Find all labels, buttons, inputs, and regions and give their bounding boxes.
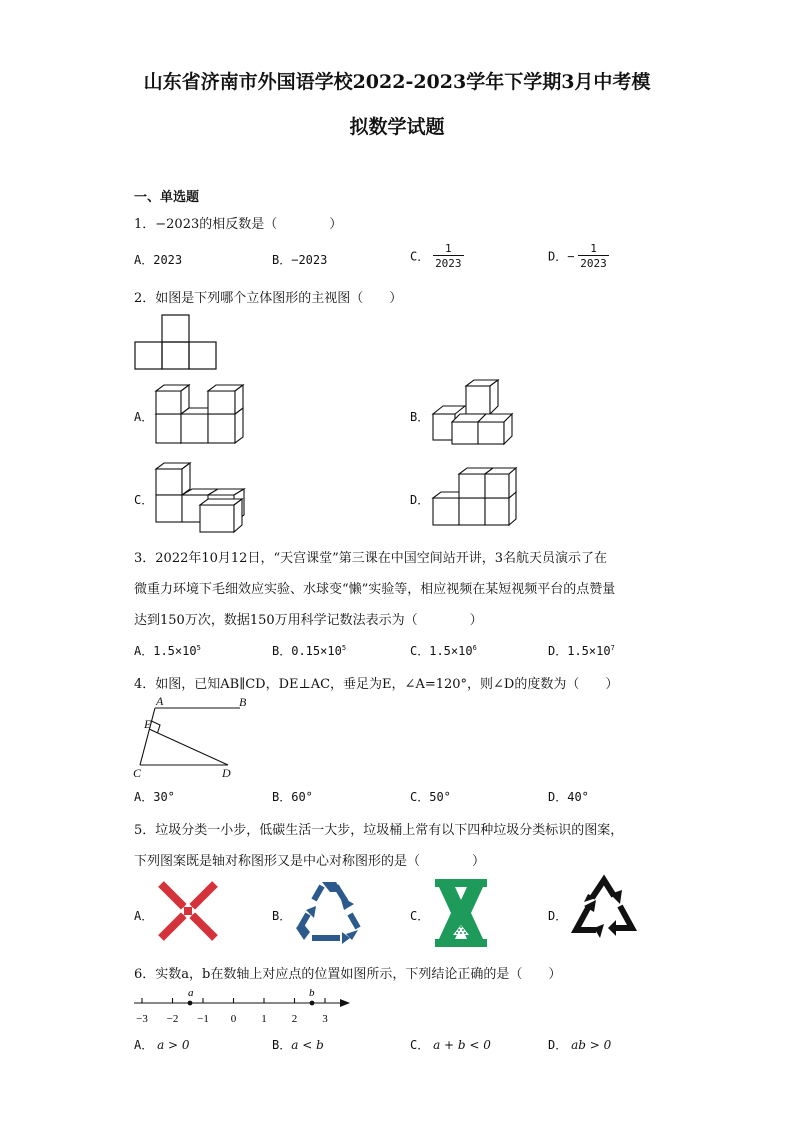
q2-option-a-label: A． [134, 410, 154, 424]
q3-a-base: A．1.5×10 [134, 644, 197, 658]
q6-option-c [410, 1036, 491, 1053]
q3-a-exp: 5 [196, 644, 201, 652]
q4-option-b: B．60° [272, 790, 313, 804]
number-line-tick-label: −3 [136, 1013, 148, 1025]
q1-stem: 1．−2023的相反数是（ ） [134, 217, 343, 232]
q4-label-b: B [239, 695, 247, 709]
q6-option-b [272, 1036, 324, 1053]
q3-c-base: C．1.5×10 [410, 644, 473, 658]
q2-front-view-figure [134, 314, 218, 370]
q1-option-c [410, 242, 464, 270]
q6-option-b-label: B． [272, 1038, 292, 1052]
number-line-tick-label: −1 [197, 1013, 209, 1025]
q2-option-d-solid [432, 466, 518, 526]
q2-option-b-solid [432, 378, 520, 444]
q2-option-d-label: D． [410, 493, 430, 507]
q6-option-a-expr: a > 0 [157, 1038, 190, 1052]
q6-option-d [548, 1036, 611, 1053]
q3-option-a [134, 642, 201, 659]
q5-option-a-red-cross-symbol [157, 880, 219, 942]
section-heading: 一、单选题 [134, 190, 200, 205]
q1-option-d-fraction [578, 242, 609, 270]
q2-option-c-label: C． [134, 493, 154, 507]
number-line-tick-label: 1 [261, 1013, 267, 1025]
q3-d-base: D．1.5×10 [548, 644, 611, 658]
q4-geometry-figure [130, 694, 270, 784]
q1-c-denominator: 2023 [435, 257, 462, 270]
number-line-arrow [340, 999, 350, 1007]
q5-option-b-label: B． [272, 909, 292, 923]
q4-label-c: C [133, 766, 142, 780]
q6-option-b-expr: a < b [291, 1038, 324, 1052]
q1-d-denominator: 2023 [580, 257, 607, 270]
q1-option-c-label: C． [410, 249, 430, 264]
q5-line2: 下列图案既是轴对称图形又是中心对称图形的是（ ） [134, 854, 486, 869]
q6-option-a-label: A． [134, 1038, 154, 1052]
q3-line2: 微重力环境下毛细效应实验、水球变“懒”实验等，相应视频在某短视频平台的点赞量 [134, 582, 616, 597]
q5-line1: 5．垃圾分类一小步，低碳生活一大步，垃圾桶上常有以下四种垃圾分类标识的图案， [134, 823, 624, 838]
point-b-label: b [309, 987, 315, 999]
q2-option-a-solid [155, 383, 245, 443]
q3-option-d [548, 642, 615, 659]
q1-c-numerator: 1 [445, 242, 452, 255]
q5-option-c-green-hourglass-symbol [433, 877, 489, 949]
q4-label-e: E [144, 717, 152, 731]
q5-option-d-black-recycle-symbol [570, 876, 638, 946]
q2-stem: 2．如图是下列哪个立体图形的主视图（ ） [134, 291, 403, 306]
q1-option-d [548, 242, 609, 270]
point-b [310, 1001, 315, 1006]
number-line-tick-label: 3 [322, 1013, 328, 1025]
q3-b-exp: 5 [341, 644, 347, 652]
point-a-label: a [188, 987, 194, 999]
point-a [188, 1001, 193, 1006]
q4-option-d: D．40° [548, 790, 589, 804]
q3-line3: 达到150万次，数据150万用科学记数法表示为（ ） [134, 613, 483, 628]
q3-d-exp: 7 [610, 644, 615, 652]
q6-number-line [128, 982, 358, 1030]
q2-option-b-label: B． [410, 410, 430, 424]
q1-option-c-fraction [433, 242, 464, 270]
q3-c-exp: 6 [472, 644, 477, 652]
q1-option-b: B．−2023 [272, 253, 328, 267]
number-line-tick-label: 0 [230, 1013, 237, 1025]
q3-option-c [410, 642, 477, 659]
q6-option-c-label: C． [410, 1038, 430, 1052]
q6-option-d-expr: ab > 0 [571, 1038, 612, 1052]
q3-option-b [272, 642, 346, 659]
page-title-line2: 拟数学试题 [349, 116, 445, 138]
q1-option-d-label: D．− [548, 249, 575, 264]
q3-b-base: B．0.15×10 [272, 644, 342, 658]
q5-option-c-label: C． [410, 909, 430, 923]
q3-line1: 3．2022年10月12日，“天宫课堂”第三课在中国空间站开讲，3名航天员演示了在 [134, 551, 608, 566]
q1-d-numerator: 1 [590, 242, 597, 255]
q4-option-c: C．50° [410, 790, 451, 804]
q4-label-d: D [222, 766, 231, 780]
q5-option-b-recycle-arrows-symbol [294, 880, 364, 944]
q6-stem: 6．实数a，b在数轴上对应点的位置如图所示，下列结论正确的是（ ） [134, 967, 562, 982]
q4-option-a: A．30° [134, 790, 175, 804]
q1-option-a: A．2023 [134, 253, 183, 267]
number-line-tick-label: 2 [291, 1013, 298, 1025]
q6-option-c-expr: a + b < 0 [433, 1038, 491, 1052]
q4-stem: 4．如图，已知AB∥CD，DE⊥AC，垂足为E，∠A=120°，则∠D的度数为（ ） [134, 677, 619, 692]
page-title-line1: 山东省济南市外国语学校2022-2023学年下学期3月中考模 [143, 71, 651, 93]
q4-label-a: A [156, 694, 164, 708]
number-line-tick-label: −2 [166, 1013, 179, 1025]
q5-option-a-label: A． [134, 909, 154, 923]
q6-option-d-label: D． [548, 1038, 568, 1052]
q5-option-d-label: D． [548, 909, 568, 923]
q2-option-c-solid [155, 461, 249, 533]
q6-option-a [134, 1036, 190, 1053]
